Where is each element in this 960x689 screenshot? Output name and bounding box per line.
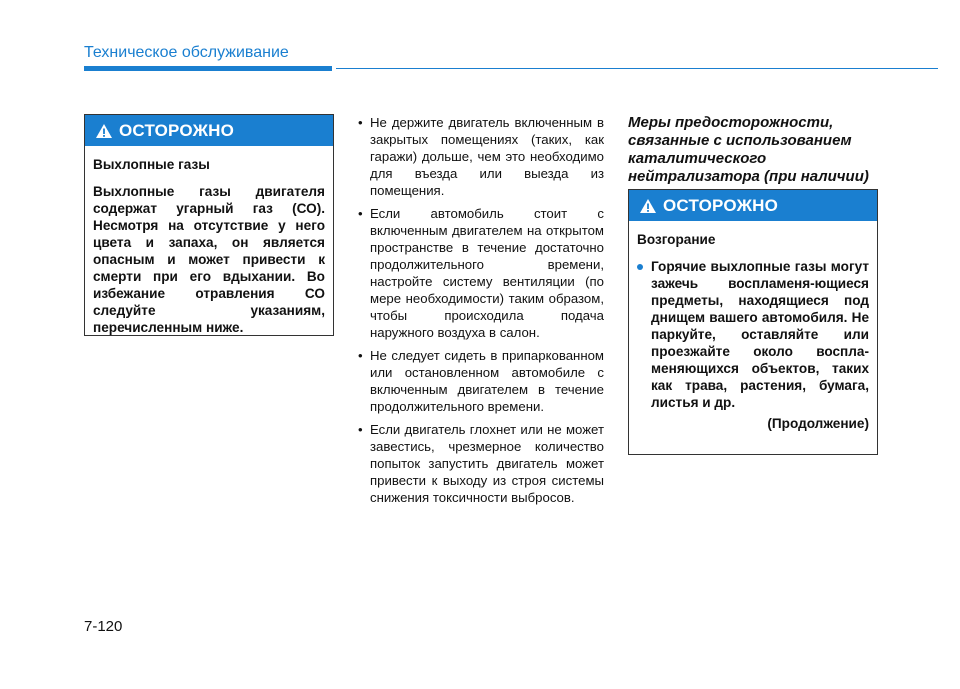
list-item: Горячие выхлопные газы могут зажечь воспламеня-ющиеся предметы, находящиеся под днищем вашего автомобиля. Не паркуйте, оставляйте или проезжайте около воспла-меняющихся объектов, таких как трава, растения, бумага, листья и др. <box>637 258 869 411</box>
left-warning-header <box>85 115 333 146</box>
right-warning-box <box>628 189 878 455</box>
left-warning-subtitle: Выхлопные газы <box>93 157 210 172</box>
list-item: • Если автомобиль стоит с включенным двигателем на открытом пространстве в течение достаточно продолжительного времени, настройте систему вентиляции (по мере необходимости) таким образом, чтобы происходила подача наружного воздуха в салон. <box>356 205 604 341</box>
header-rule-thin <box>336 68 938 69</box>
right-warning-list <box>637 258 869 411</box>
page-number: 7-120 <box>84 618 123 635</box>
middle-bullet-list <box>356 114 604 512</box>
section-heading: Меры предосторожности, связанные с использованием каталитического нейтрализатора (при наличии) <box>628 114 869 185</box>
left-warning-label: ОСТОРОЖНО <box>119 120 235 140</box>
warning-triangle-icon <box>639 198 657 214</box>
left-warning-body <box>85 146 333 336</box>
left-warning-text: Выхлопные газы двигателя содержат угарный газ (СО). Несмотря на отсутствие у него цвета и запаха, он является опасным и может привести к смерти при его вдыхании. Во избежание отравления СО следуйте указаниям, перечисленным ниже. <box>93 184 325 335</box>
right-warning-subtitle: Возгорание <box>637 232 716 247</box>
warning-triangle-icon <box>95 123 113 139</box>
list-item: • Если двигатель глохнет или не может завестись, чрезмерное количество попыток запустить двигатель может привести к выходу из строя системы снижения токсичности выбросов. <box>356 421 604 506</box>
header-title: Техническое обслуживание <box>84 44 289 61</box>
header-rule-thick <box>84 66 332 71</box>
list-item: • Не следует сидеть в припаркованном или остановленном автомобиле с включенным двигателем в течение продолжительного времени. <box>356 347 604 415</box>
right-warning-label: ОСТОРОЖНО <box>663 195 779 215</box>
list-item: • Не держите двигатель включенным в закрытых помещениях (таких, как гаражи) дольше, чем это необходимо для въезда или выезда из помещения. <box>356 114 604 199</box>
right-warning-header <box>629 190 877 221</box>
left-warning-box <box>84 114 334 336</box>
right-warning-body <box>629 221 877 432</box>
continued-label: (Продолжение) <box>767 416 869 431</box>
